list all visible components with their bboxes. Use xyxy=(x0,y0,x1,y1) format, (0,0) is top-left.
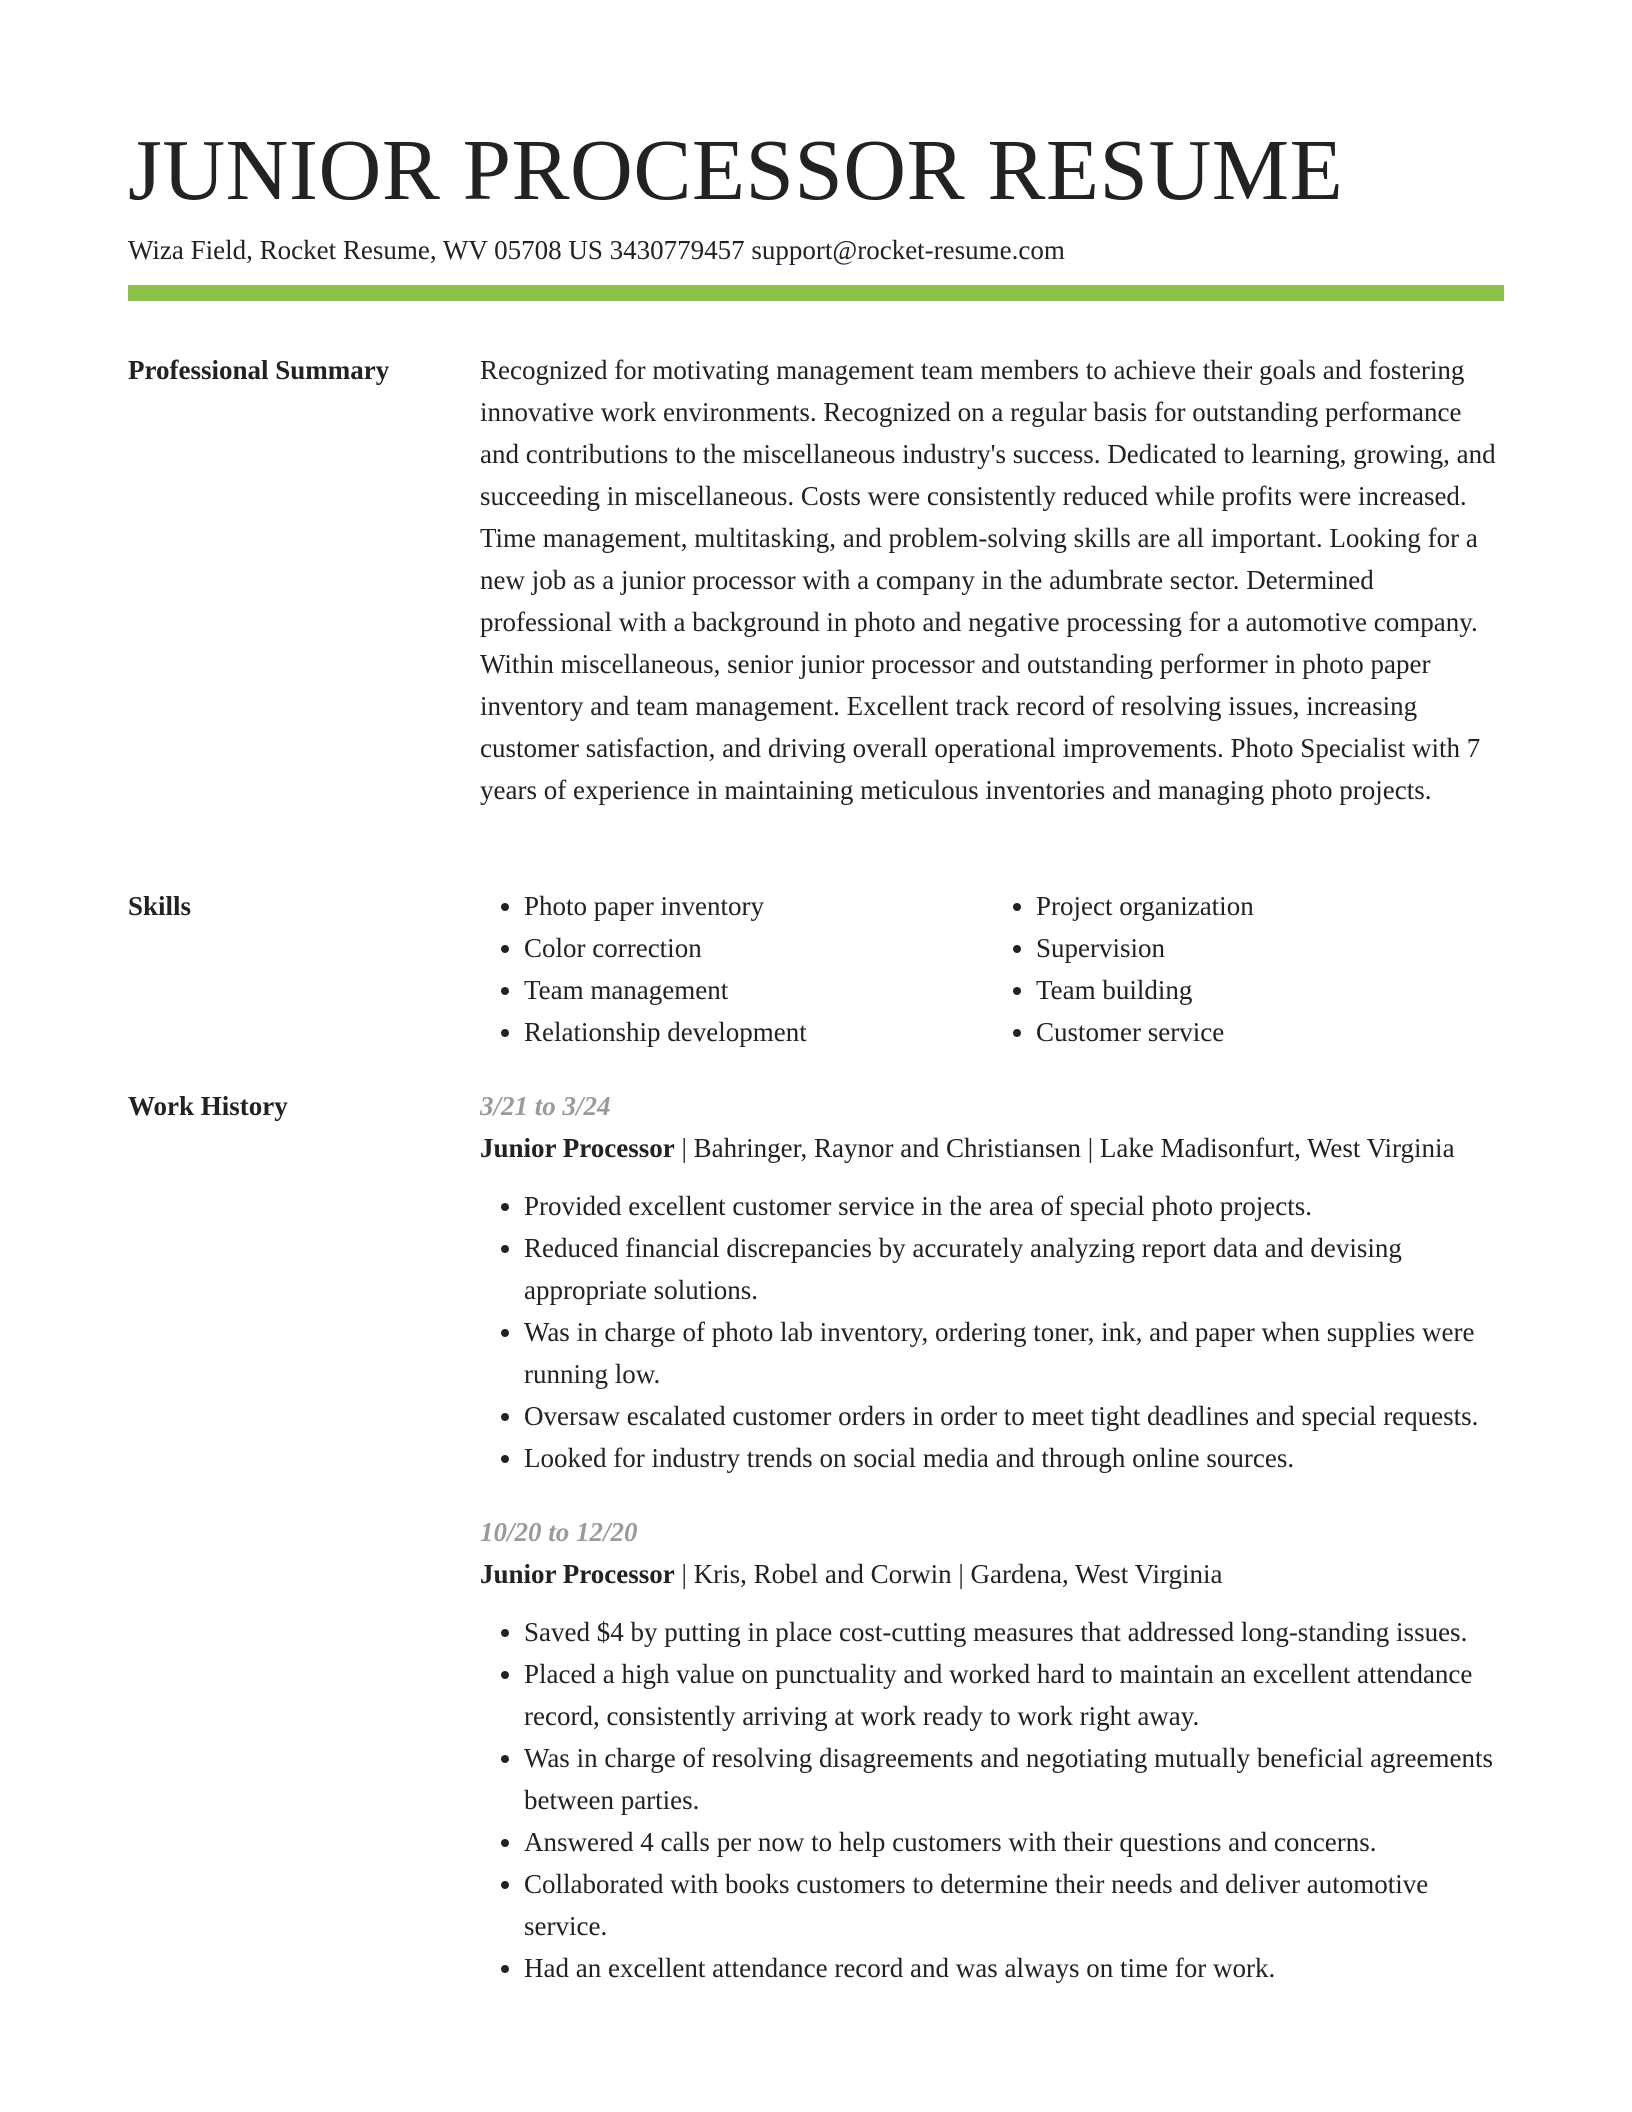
skills-body xyxy=(480,885,1504,1053)
skill-item: • Team management xyxy=(524,969,992,1011)
job-title: Junior Processor xyxy=(480,1133,675,1163)
skill-item: • Team building xyxy=(1036,969,1504,1011)
job-bullet: • Was in charge of resolving disagreements and negotiating mutually beneficial agreements between parties. xyxy=(524,1737,1504,1821)
skill-item: • Photo paper inventory xyxy=(524,885,992,927)
contact-info: Wiza Field, Rocket Resume, WV 05708 US 3430779457 support@rocket-resume.com xyxy=(128,235,1065,265)
job-entry xyxy=(480,1085,1504,1479)
skill-item: • Supervision xyxy=(1036,927,1504,969)
section-label-work-history: Work History xyxy=(128,1091,288,1121)
job-company-location: | Bahringer, Raynor and Christiansen | Lake Madisonfurt, West Virginia xyxy=(674,1133,1455,1163)
job-bullet: • Looked for industry trends on social media and through online sources. xyxy=(524,1437,1504,1479)
job-bullet: • Provided excellent customer service in the area of special photo projects. xyxy=(524,1185,1504,1227)
skill-item: • Color correction xyxy=(524,927,992,969)
job-dates: 10/20 to 12/20 xyxy=(480,1517,638,1547)
job-entry xyxy=(480,1511,1504,1989)
skills-column-right xyxy=(992,885,1504,1053)
work-history-body xyxy=(480,1085,1504,1989)
professional-summary-text: Recognized for motivating management team members to achieve their goals and fostering innovative work environments. Recognized on a regular basis for outstanding performance and contributions to the miscellaneous industry's success. Dedicated to learning, growing, and succeeding in miscellaneous. Costs were consistently reduced while profits were increased. Time management, multitasking, and problem-solving skills are all important. Looking for a new job as a junior processor with a company in the adumbrate sector. Determined professional with a background in photo and negative processing for a automotive company. Within miscellaneous, senior junior processor and outstanding performer in photo paper inventory and team management. Excellent track record of resolving issues, increasing customer satisfaction, and driving overall operational improvements. Photo Specialist with 7 years of experience in maintaining meticulous inventories and managing photo projects. xyxy=(480,355,1496,805)
job-title: Junior Processor xyxy=(480,1559,675,1589)
job-title-line xyxy=(480,1553,1504,1595)
section-label-skills: Skills xyxy=(128,891,192,921)
job-bullet-list xyxy=(480,1611,1504,1989)
job-bullet: • Saved $4 by putting in place cost-cutting measures that addressed long-standing issues. xyxy=(524,1611,1504,1653)
job-company-location: | Kris, Robel and Corwin | Gardena, West Virginia xyxy=(674,1559,1223,1589)
job-bullet: • Was in charge of photo lab inventory, ordering toner, ink, and paper when supplies were running low. xyxy=(524,1311,1504,1395)
skills-column-left xyxy=(480,885,992,1053)
job-dates: 3/21 to 3/24 xyxy=(480,1091,611,1121)
job-bullet: • Placed a high value on punctuality and worked hard to maintain an excellent attendance record, consistently arriving at work ready to work right away. xyxy=(524,1653,1504,1737)
skill-item: • Relationship development xyxy=(524,1011,992,1053)
job-bullet: • Collaborated with books customers to determine their needs and deliver automotive service. xyxy=(524,1863,1504,1947)
professional-summary-body xyxy=(480,349,1504,811)
job-bullet: • Had an excellent attendance record and was always on time for work. xyxy=(524,1947,1504,1989)
skill-item: • Project organization xyxy=(1036,885,1504,927)
skill-item: • Customer service xyxy=(1036,1011,1504,1053)
job-bullet-list xyxy=(480,1185,1504,1479)
resume-title: JUNIOR PROCESSOR RESUME xyxy=(128,121,1344,218)
job-title-line xyxy=(480,1127,1504,1169)
job-bullet: • Oversaw escalated customer orders in order to meet tight deadlines and special requests. xyxy=(524,1395,1504,1437)
section-label-professional-summary: Professional Summary xyxy=(128,355,390,385)
header-divider xyxy=(128,285,1504,301)
skills-grid xyxy=(480,885,1504,1053)
job-bullet: • Reduced financial discrepancies by accurately analyzing report data and devising appropriate solutions. xyxy=(524,1227,1504,1311)
job-bullet: • Answered 4 calls per now to help customers with their questions and concerns. xyxy=(524,1821,1504,1863)
